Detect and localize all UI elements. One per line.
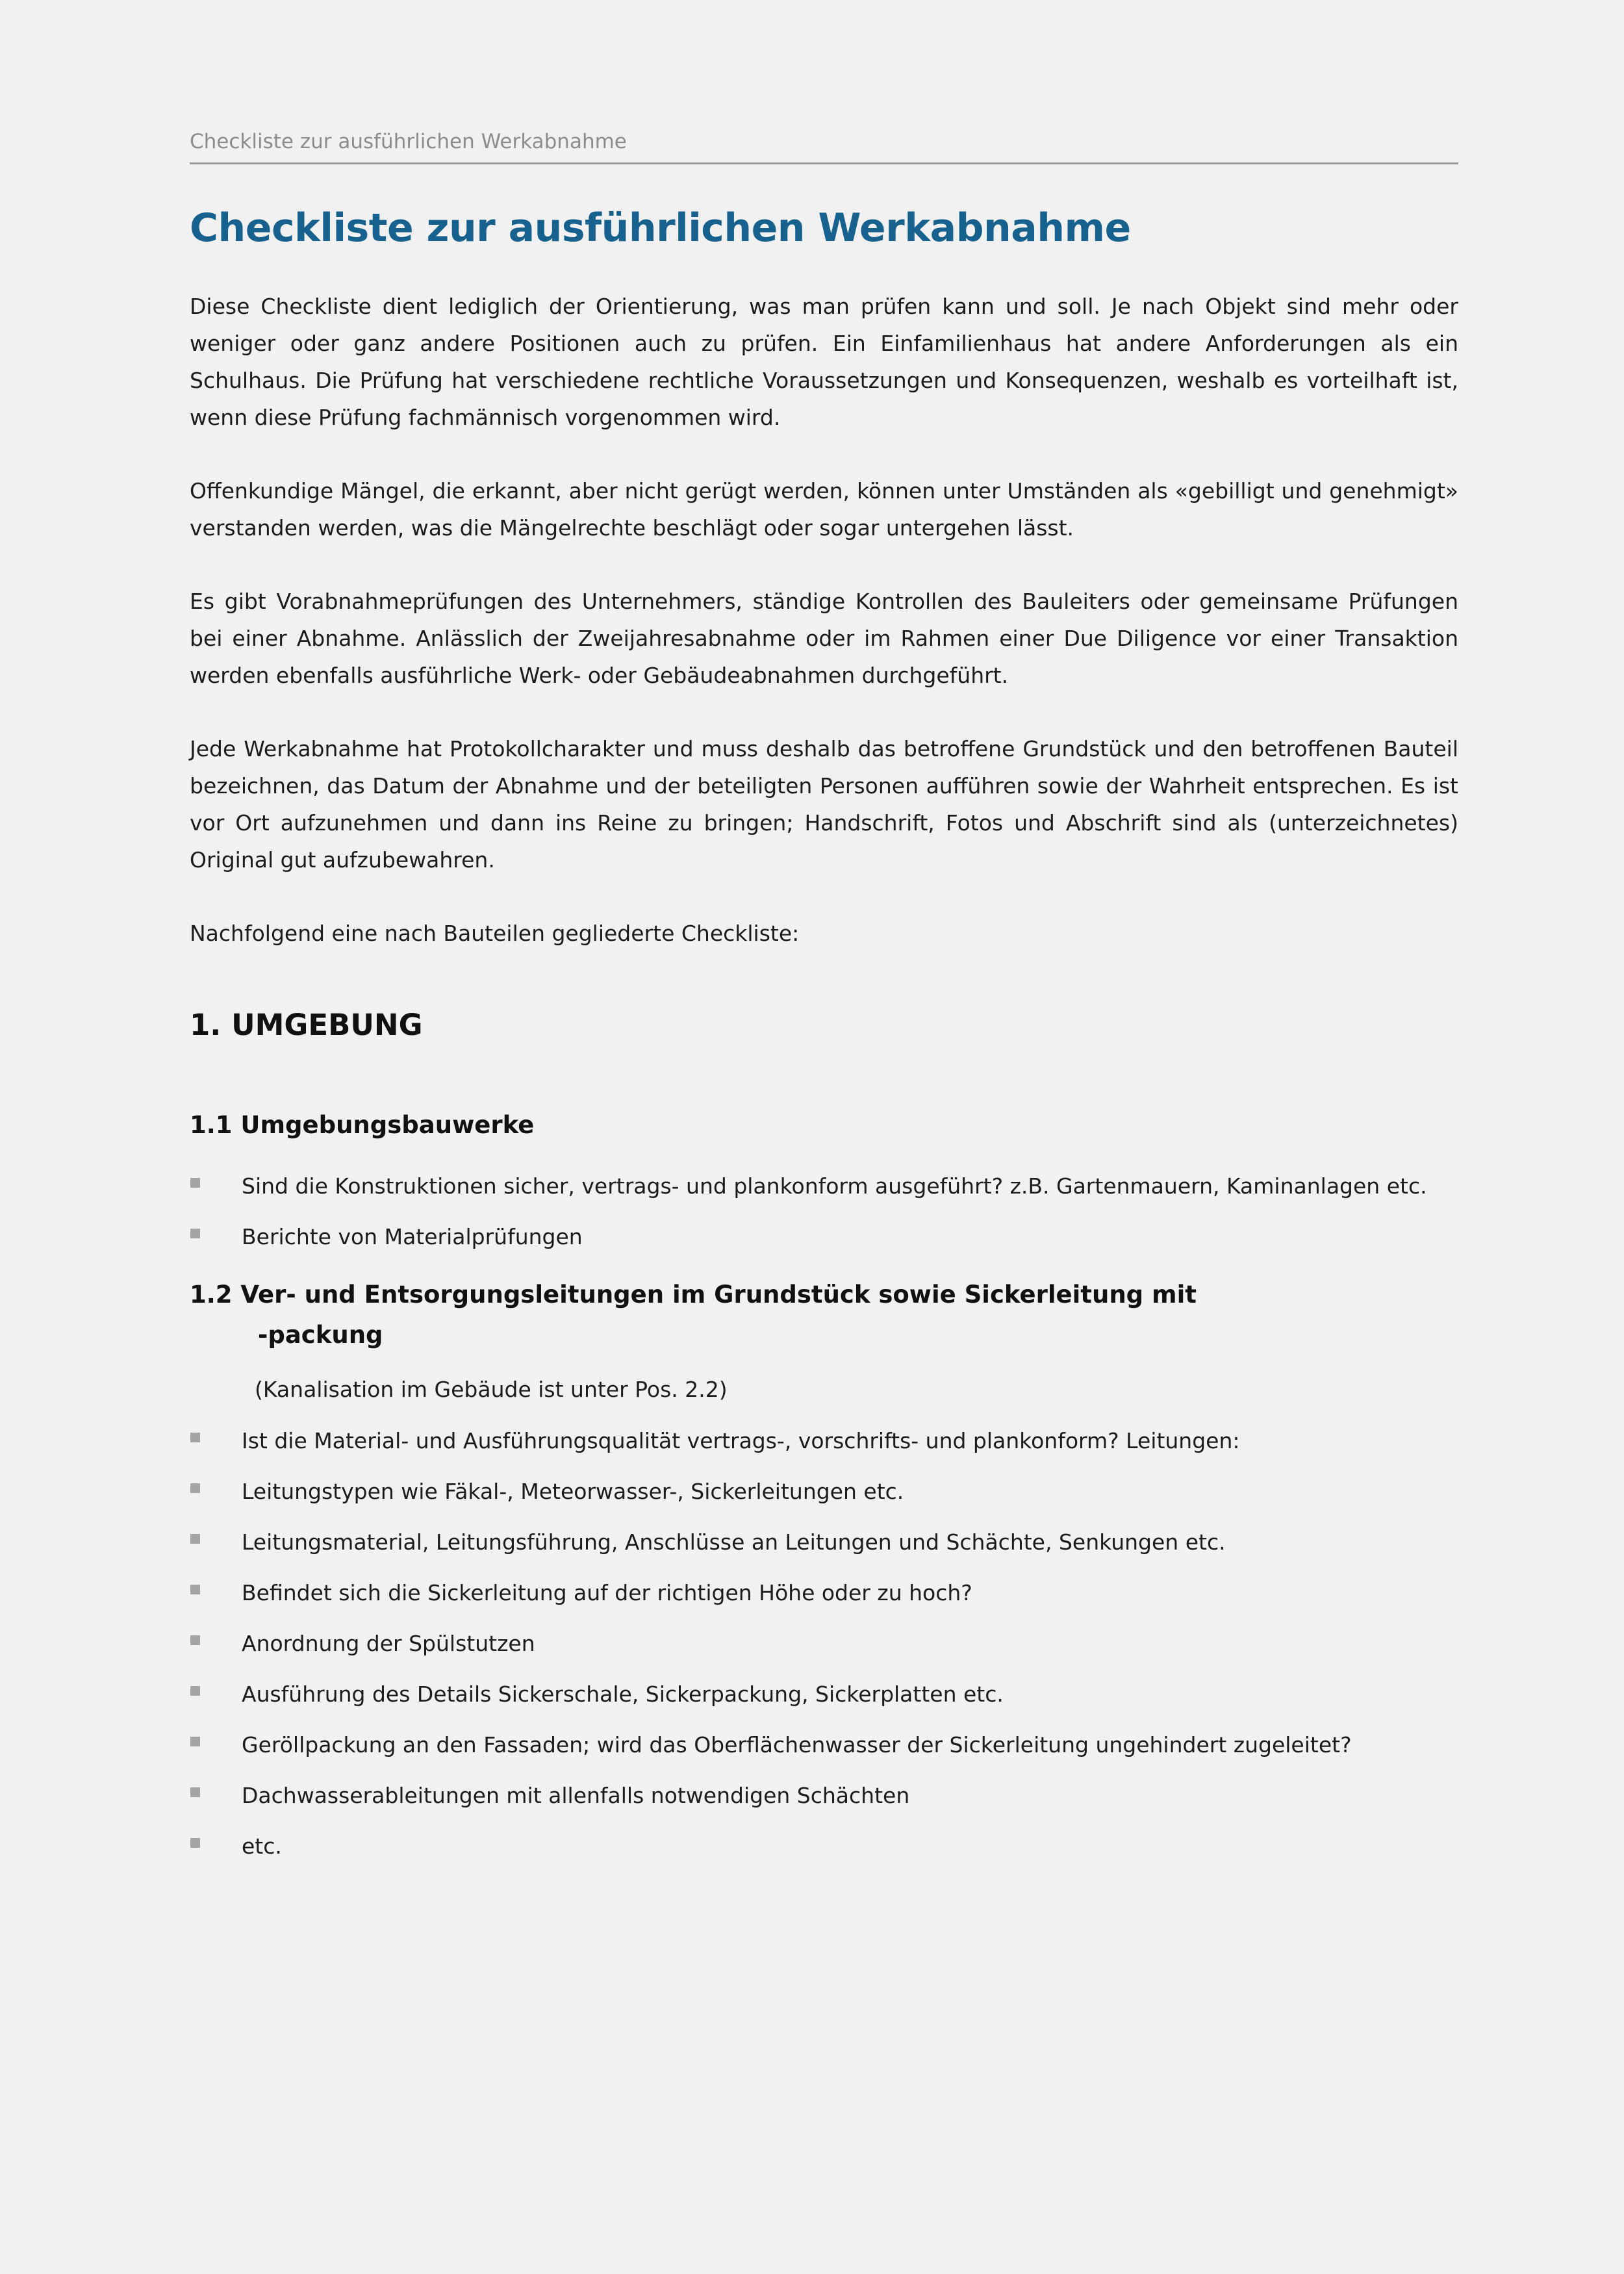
checklist-1-2 [190, 1422, 1458, 1865]
checklist-item [190, 1473, 1458, 1510]
bullet-square-icon [190, 1178, 200, 1188]
bullet-square-icon [190, 1585, 200, 1594]
page-title: Checkliste zur ausführlichen Werkabnahme [190, 205, 1131, 251]
bullet-square-icon [190, 1686, 200, 1696]
intro-paragraph: Es gibt Vorabnahmeprüfungen des Unternehmers, ständige Kontrollen des Bauleiters oder gemeinsame Prüfungen bei einer Abnahme. Anlässlich der Zweijahresabnahme oder im Rahmen einer Due Diligence vor einer Transaktion werden ebenfalls ausführliche Werk- oder Gebäudeabnahmen durchgeführt. [190, 589, 1458, 688]
subsection-heading-1-2 [190, 1275, 1458, 1355]
checklist-item-text: Dachwasserableitungen mit allenfalls notwendigen Schächten [242, 1783, 910, 1808]
checklist-item-text: etc. [242, 1833, 282, 1859]
bullet-square-icon [190, 1787, 200, 1797]
intro-paragraph: Jede Werkabnahme hat Protokollcharakter und muss deshalb das betroffene Grundstück und den betroffenen Bauteil bezeichnen, das Datum der Abnahme und der beteiligten Personen aufführen sowie der Wahrheit entsprechen. Es ist vor Ort aufzunehmen und dann ins Reine zu bringen; Handschrift, Fotos und Abschrift sind als (unterzeichnetes) Original gut aufzubewahren. [190, 736, 1458, 873]
checklist-item-text: Befindet sich die Sickerleitung auf der richtigen Höhe oder zu hoch? [242, 1580, 972, 1605]
subsection-note: (Kanalisation im Gebäude ist unter Pos. 2.2) [255, 1377, 728, 1402]
checklist-item [190, 1574, 1458, 1611]
checklist-item [190, 1218, 1458, 1255]
checklist-item-text: Leitungstypen wie Fäkal-, Meteorwasser-, Sickerleitungen etc. [242, 1479, 904, 1504]
checklist-item-text: Ausführung des Details Sickerschale, Sickerpackung, Sickerplatten etc. [242, 1681, 1004, 1707]
running-header: Checkliste zur ausführlichen Werkabnahme [190, 130, 627, 153]
subsection-heading-1-2-line1: 1.2 Ver- und Entsorgungsleitungen im Grundstück sowie Sickerleitung mit [190, 1281, 1197, 1309]
bullet-square-icon [190, 1229, 200, 1238]
bullet-square-icon [190, 1737, 200, 1746]
section-heading-umgebung: 1. UMGEBUNG [190, 1008, 423, 1042]
checklist-item-text: Sind die Konstruktionen sicher, vertrags- und plankonform ausgeführt? z.B. Gartenmauern, Kaminanlagen etc. [242, 1173, 1427, 1199]
checklist-item-text: Ist die Material- und Ausführungsqualität vertrags-, vorschrifts- und plankonform? Leitungen: [242, 1428, 1240, 1453]
checklist-item [190, 1168, 1458, 1205]
bullet-square-icon [190, 1433, 200, 1442]
bullet-square-icon [190, 1635, 200, 1645]
header-rule [190, 162, 1458, 164]
checklist-item [190, 1777, 1458, 1814]
intro-paragraph: Offenkundige Mängel, die erkannt, aber nicht gerügt werden, können unter Umständen als «gebilligt und genehmigt» verstanden werden, was die Mängelrechte beschlägt oder sogar untergehen lässt. [190, 478, 1458, 541]
checklist-item-text: Berichte von Materialprüfungen [242, 1224, 583, 1249]
intro-paragraph: Diese Checkliste dient lediglich der Orientierung, was man prüfen kann und soll. Je nach Objekt sind mehr oder weniger oder ganz andere Positionen auch zu prüfen. Ein Einfamilienhaus hat andere Anforderungen als ein Schulhaus. Die Prüfung hat verschiedene rechtliche Voraussetzungen und Konsequenzen, weshalb es vorteilhaft ist, wenn diese Prüfung fachmännisch vorgenommen wird. [190, 294, 1458, 430]
checklist-item [190, 1828, 1458, 1865]
checklist-item-text: Leitungsmaterial, Leitungsführung, Anschlüsse an Leitungen und Schächte, Senkungen etc. [242, 1529, 1226, 1555]
checklist-item [190, 1422, 1458, 1459]
checklist-item-text: Anordnung der Spülstutzen [242, 1631, 535, 1656]
checklist-item [190, 1726, 1458, 1763]
checklist-item-text: Geröllpackung an den Fassaden; wird das Oberflächenwasser der Sickerleitung ungehindert zugeleitet? [242, 1732, 1352, 1757]
checklist-item [190, 1524, 1458, 1561]
checklist-item [190, 1676, 1458, 1713]
checklist-item [190, 1625, 1458, 1662]
checklist-1-1 [190, 1168, 1458, 1255]
subsection-heading-1-1: 1.1 Umgebungsbauwerke [190, 1111, 535, 1139]
lead-in-text: Nachfolgend eine nach Bauteilen gegliederte Checkliste: [190, 921, 800, 946]
subsection-heading-1-2-line2: -packung [258, 1321, 383, 1349]
bullet-square-icon [190, 1483, 200, 1493]
bullet-square-icon [190, 1838, 200, 1848]
bullet-square-icon [190, 1534, 200, 1544]
